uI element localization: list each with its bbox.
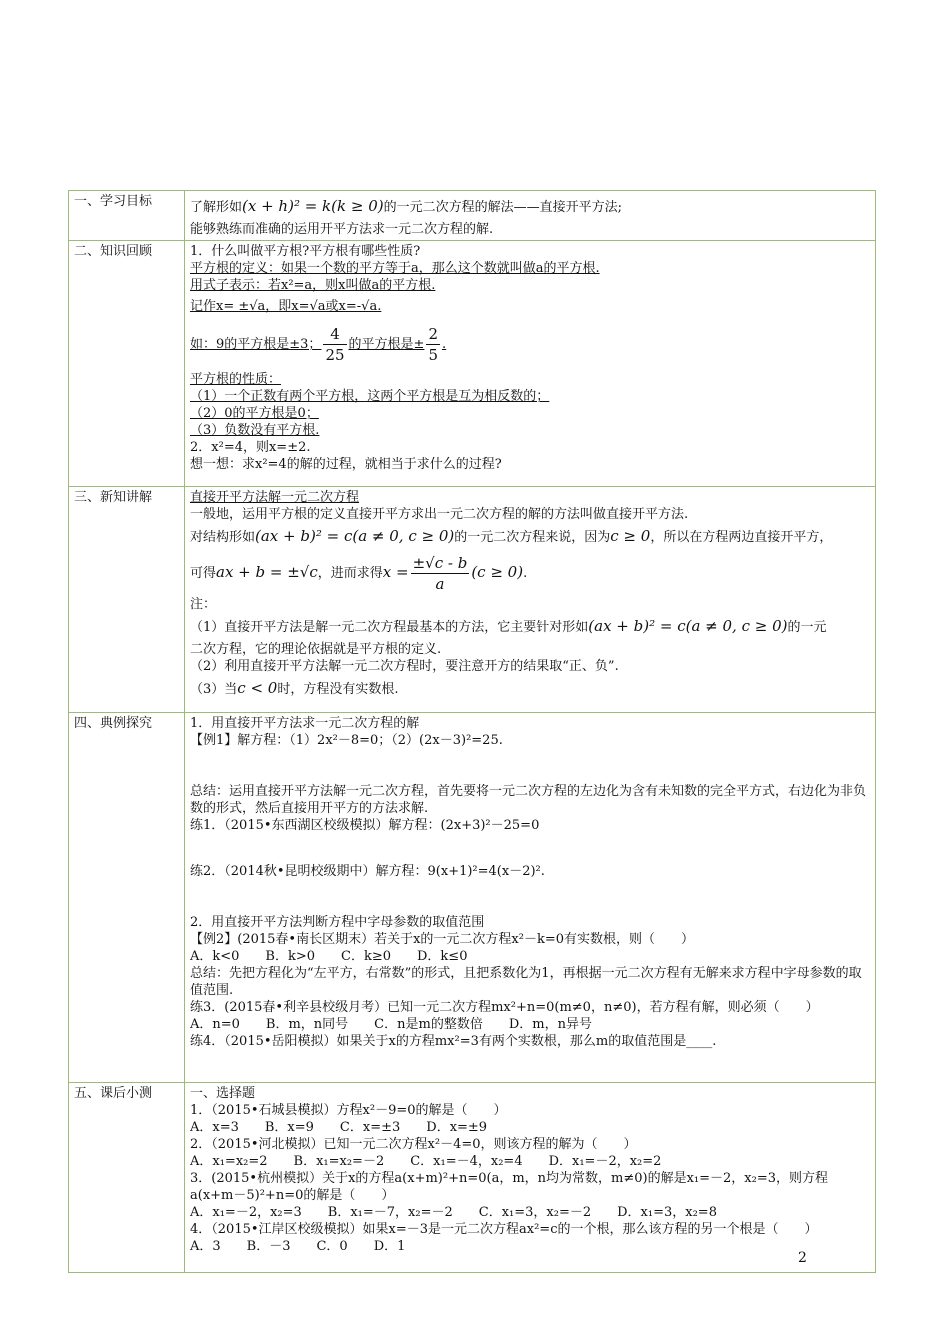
- section-content: [185, 713, 876, 1083]
- section-post-test: [69, 1083, 876, 1273]
- note-1-cont: 二次方程，它的理论依据就是平方根的定义.: [190, 642, 442, 657]
- heading: 2．用直接开平方法判断方程中字母参数的取值范围: [190, 915, 485, 930]
- question-2: 2．x²=4，则x=±2.: [190, 440, 311, 455]
- practice-2: 练2．（2014秋•昆明校级期中）解方程：9(x+1)²=4(x－2)².: [190, 864, 545, 879]
- quiz-options-2: A．x₁=x₂=2 B．x₁=x₂=－2 C．x₁=－4，x₂=4 D．x₁=－2，x₂=2: [190, 1154, 662, 1169]
- section-knowledge-review: [69, 241, 876, 487]
- quiz-options-3: A．x₁=－2，x₂=3 B．x₁=－7，x₂=－2 C．x₁=3，x₂=－2 D．x₁=3，x₂=8: [190, 1205, 717, 1220]
- example: 如：9的平方根是±3； $\frac{4}{25}$ 的平方根是± $\frac{2}{5}$ .: [190, 325, 447, 364]
- fraction: $\frac{4}{25}$: [325, 325, 345, 364]
- quiz-options-1: A．x=3 B．x=9 C．x=±3 D．x=±9: [190, 1120, 488, 1135]
- subsection-title: 直接开平方法解一元二次方程: [190, 490, 360, 505]
- fraction: $\frac{\pm√c - b}{a}$: [412, 554, 468, 593]
- quiz-question-1: 1．（2015•石城县模拟）方程x²－9=0的解是（ ）: [190, 1103, 507, 1118]
- properties-title: 平方根的性质：: [190, 372, 282, 387]
- section-label: 二、知识回顾: [69, 241, 185, 487]
- note-3: （3）当c < 0时，方程没有实数根.: [190, 679, 399, 697]
- goal-line-2: 能够熟练而准确的运用开平方法求一元二次方程的解.: [190, 222, 494, 237]
- goal-line-1: 了解形如(x + h)² = k(k ≥ 0)的一元二次方程的解法——直接开平方法;: [190, 197, 622, 215]
- example-2-options: A．k<0 B．k>0 C．k≥0 D．k≤0: [190, 949, 468, 964]
- page-number: 2: [798, 1250, 807, 1266]
- practice-3-options: A．n=0 B．m，n同号 C．n是m的整数倍 D．m，n异号: [190, 1017, 592, 1032]
- note-2: （2）利用直接开平方法解一元二次方程时，要注意开方的结果取“正、负”.: [190, 659, 619, 674]
- heading: 1．用直接开平方法求一元二次方程的解: [190, 716, 420, 731]
- section-content: [185, 487, 876, 713]
- quiz-options-4: A．3 B．－3 C．0 D．1: [190, 1239, 406, 1254]
- property-1: （1）一个正数有两个平方根，这两个平方根是互为相反数的；: [190, 389, 550, 404]
- note-1: （1）直接开平方法是解一元二次方程最基本的方法，它主要针对形如(ax + b)² = c(a ≠ 0, c ≥ 0)的一元: [190, 617, 827, 635]
- summary-2: 总结：先把方程化为“左平方，右常数”的形式，且把系数化为1，再根据一元二次方程有无解来求方程中字母参数的取值范围.: [190, 966, 862, 998]
- section-examples: [69, 713, 876, 1083]
- section-content: [185, 191, 876, 241]
- section-label: 四、典例探究: [69, 713, 185, 1083]
- section-label: 五、课后小测: [69, 1083, 185, 1273]
- formula-expression: 用式子表示：若x²=a，则x叫做a的平方根.: [190, 278, 436, 293]
- practice-1: 练1．（2015•东西湖区校级模拟）解方程：(2x+3)²－25=0: [190, 818, 540, 833]
- paragraph: 对结构形如(ax + b)² = c(a ≠ 0, c ≥ 0)的一元二次方程来说，因为c ≥ 0，所以在方程两边直接开平方，: [190, 527, 833, 545]
- property-2: （2）0的平方根是0；: [190, 406, 319, 421]
- quiz-question-4: 4．（2015•江岸区校级模拟）如果x=－3是一元二次方程ax²=c的一个根，那么该方程的另一个根是（ ）: [190, 1222, 818, 1237]
- property-3: （3）负数没有平方根.: [190, 423, 320, 438]
- example-1: 【例1】解方程：（1）2x²－8=0；（2）(2x－3)²=25.: [190, 733, 503, 748]
- note-label: 注：: [190, 597, 217, 612]
- formula: (x + h)² = k(k ≥ 0): [242, 197, 384, 215]
- notation: 记作x= ±√a，即x=√a或x=-√a.: [190, 299, 382, 314]
- practice-3: 练3．(2015春•利辛县校级月考）已知一元二次方程mx²+n=0(m≠0，n≠0)，若方程有解，则必须（ ）: [190, 1000, 819, 1015]
- paragraph: 可得ax + b = ±√c，进而求得x = $\frac{\pm√c - b}{a}$ (c ≥ 0).: [190, 554, 528, 593]
- section-label: 三、新知讲解: [69, 487, 185, 713]
- section-new-knowledge: [69, 487, 876, 713]
- quiz-question-2: 2．（2015•河北模拟）已知一元二次方程x²－4=0，则该方程的解为（ ）: [190, 1137, 637, 1152]
- section-learning-goals: [69, 191, 876, 241]
- summary-1: 总结：运用直接开平方法解一元二次方程，首先要将一元二次方程的左边化为含有未知数的完全平方式，右边化为非负数的形式，然后直接用开平方的方法求解.: [190, 784, 867, 816]
- quiz-question-3: 3．(2015•杭州模拟）关于x的方程a(x+m)²+n=0(a，m，n均为常数，m≠0)的解是x₁=－2，x₂=3，则方程a(x+m－5)²+n=0的解是（ ）: [190, 1171, 829, 1203]
- section-label: 一、学习目标: [69, 191, 185, 241]
- fraction: $\frac{2}{5}$: [428, 325, 438, 364]
- definition: 平方根的定义：如果一个数的平方等于a，那么这个数就叫做a的平方根.: [190, 261, 600, 276]
- practice-4: 练4．（2015•岳阳模拟）如果关于x的方程mx²=3有两个实数根，那么m的取值范围是____.: [190, 1034, 717, 1049]
- section-content: [185, 241, 876, 487]
- lesson-table: [68, 190, 876, 1273]
- think-prompt: 想一想：求x²=4的解的过程，就相当于求什么的过程?: [190, 457, 502, 472]
- question-1: 1．什么叫做平方根?平方根有哪些性质?: [190, 244, 421, 259]
- section-content: [185, 1083, 876, 1273]
- paragraph: 一般地，运用平方根的定义直接开平方求出一元二次方程的解的方法叫做直接开平方法.: [190, 507, 689, 522]
- example-2: 【例2】(2015春•南长区期末）若关于x的一元二次方程x²－k=0有实数根，则（ ）: [190, 932, 695, 947]
- heading: 一、选择题: [190, 1086, 256, 1101]
